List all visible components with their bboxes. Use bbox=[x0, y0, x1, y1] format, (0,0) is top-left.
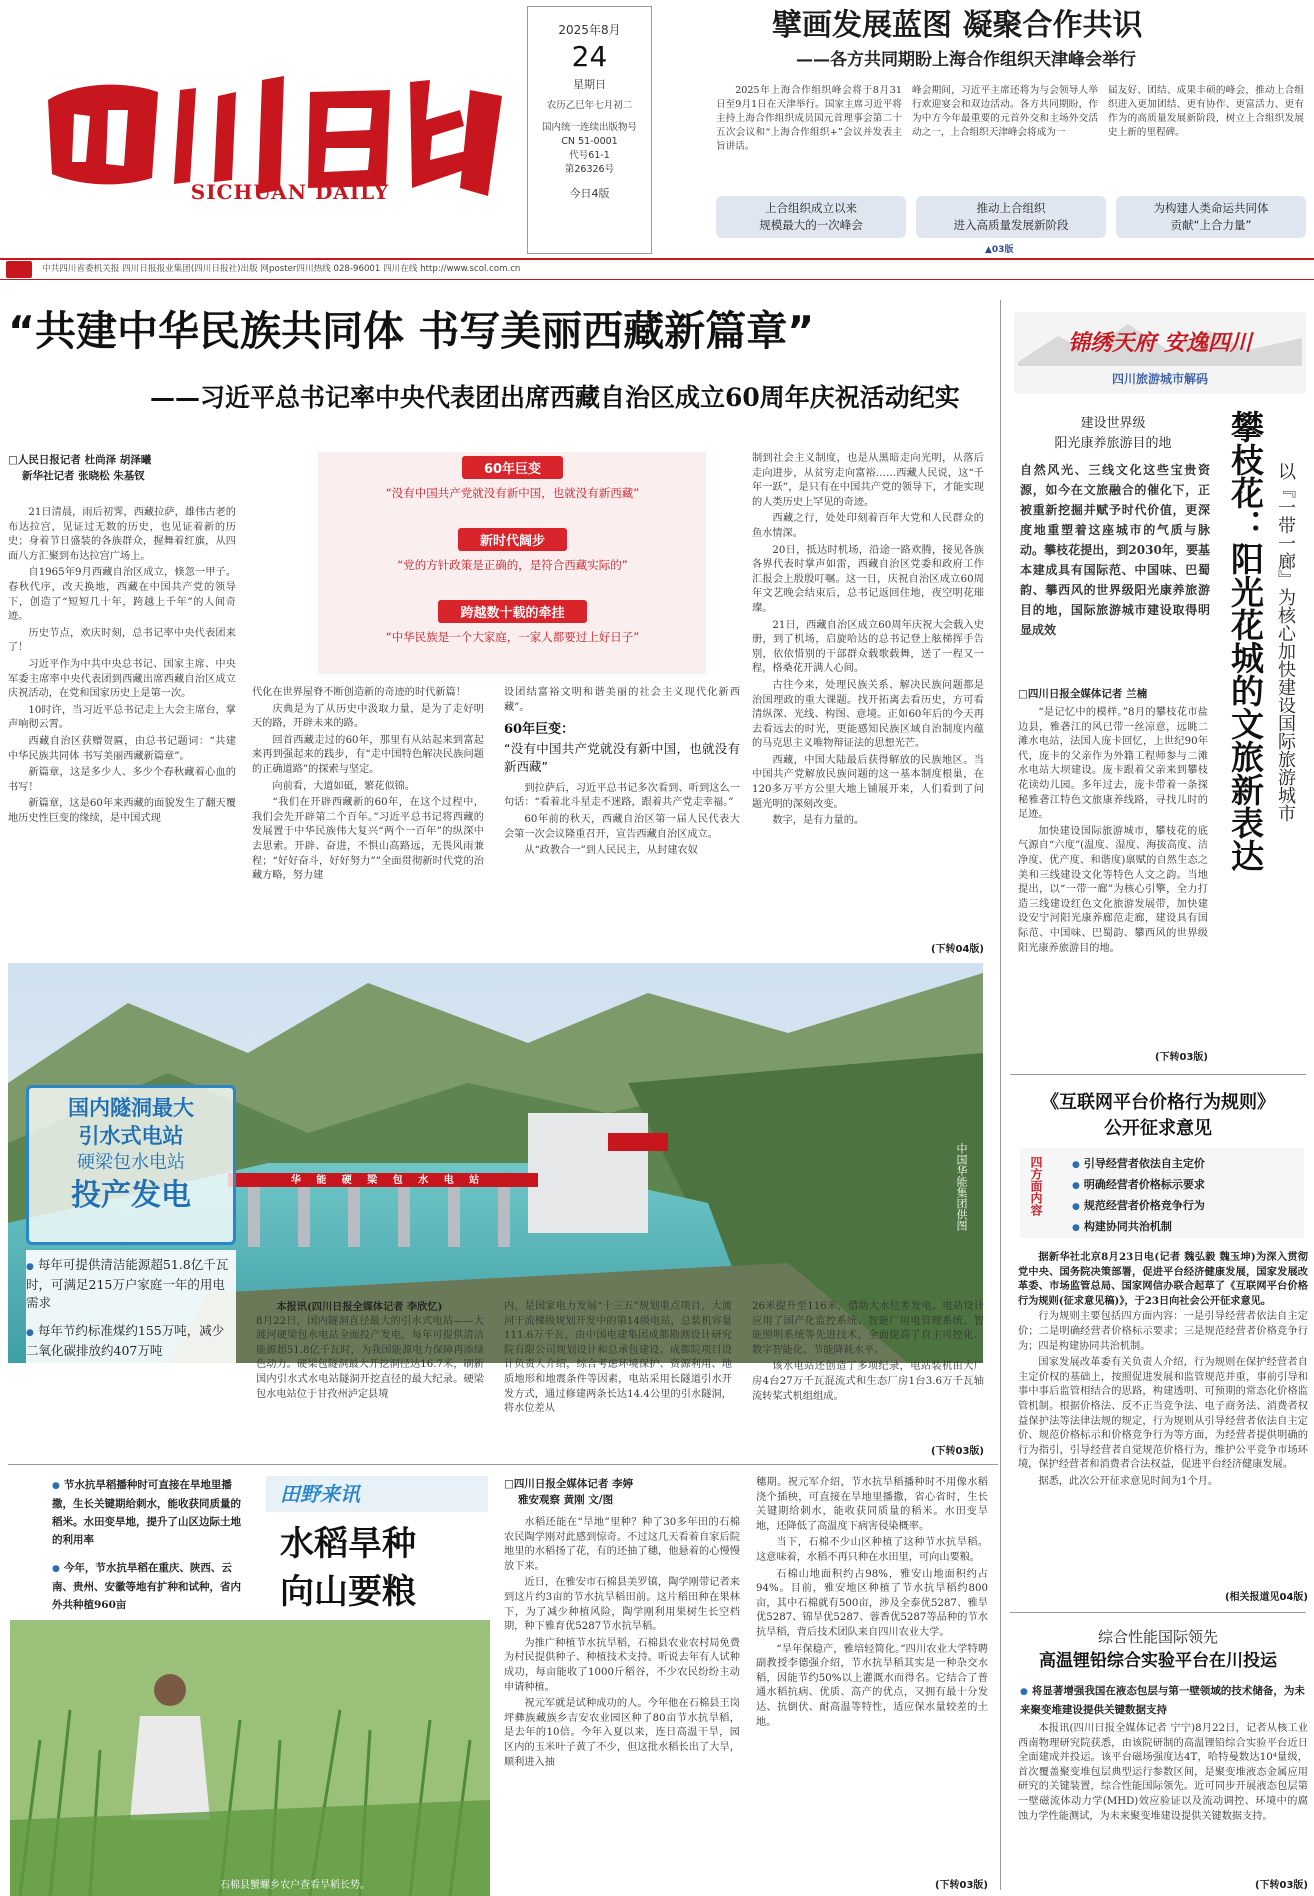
rice-jump[interactable]: (下转03版) bbox=[934, 1880, 988, 1891]
lead-col4-para: 21日，西藏自治区成立60周年庆祝大会载入史册，到了机场，启旋哈达的总书记登上舷梯挥手告别，依依惜别的干部群众载歌载舞，送了一程又一程，格桑花开满人心间。 bbox=[752, 619, 984, 675]
battery-header bbox=[1010, 1626, 1306, 1674]
pill-1[interactable] bbox=[716, 196, 906, 238]
battery-kicker: 综合性能国际领先 bbox=[1097, 1628, 1218, 1646]
tourism-banner-sub: 四川旅游城市解码 bbox=[1111, 372, 1208, 386]
logo-english: SICHUAN DAILY bbox=[190, 180, 390, 204]
lead-col3-quote: “没有中国共产党就没有新中国，也就没有新西藏” bbox=[504, 740, 740, 774]
regulation-title[interactable] bbox=[1010, 1090, 1306, 1142]
lead-col3-para: 60年前的秋天，西藏自治区第一届人民代表大会第一次会议隆重召开，宣告西藏自治区成立。 bbox=[504, 813, 740, 840]
section-rule bbox=[1010, 1074, 1306, 1075]
lead-col3-para: 从“政教合一”到人民民主，从封建农奴 bbox=[524, 845, 698, 857]
section-rule bbox=[8, 1464, 998, 1465]
tourism-kicker-1: 建设世界级 bbox=[1080, 416, 1146, 431]
regulation-para: 行为规则主要包括四方面内容：一是引导经营者依法自主定价；二是明确经营者价格标示要求；三是规范经营者价格竞争行为；四是构建协同共治机制。 bbox=[1018, 1311, 1308, 1352]
hydro-stat-1: ● 每年可提供清洁能源超51.8亿千瓦时，可满足215万户家庭一年的用电需求 bbox=[26, 1256, 236, 1312]
rice-para: 当下，石棉不少山区种植了这种节水抗旱稻。这意味着，水稻不再只种在水田里，可向山要粮。 bbox=[756, 1537, 988, 1563]
hydro-stat-2: ● 每年节约标准煤约155万吨，减少二氧化碳排放约407万吨 bbox=[26, 1322, 236, 1360]
top-story-col3: 届友好、团结、成果丰硕的峰会，推动上合组织进入更加团结、更有协作、更富活力、更有作为的高质量发展新阶段，树立上合组织发展史上新的里程碑。 bbox=[1108, 85, 1304, 138]
battery-title[interactable]: 高温锂铅综合实验平台在川投运 bbox=[1039, 1651, 1277, 1671]
date-weekday: 星期日 bbox=[573, 78, 606, 91]
section-rule bbox=[1010, 1612, 1306, 1613]
lead-jump[interactable]: (下转04版) bbox=[930, 944, 984, 955]
rice-para: “旱年保稳产，雅培轻简化。”四川农业大学特聘副教授李德强介绍，节水抗旱稻其实是一种杂交水稻，因能节约50%以上灌溉水而得名。它结合了普通水稻抗病、优质、高产的优点，又拥有最十分发达、抗倒伏、耐高温等特性，适应保水量较差的土地。 bbox=[756, 1643, 988, 1728]
quote-text-1: “没有中国共产党就没有新中国，也就没有新西藏” bbox=[385, 486, 640, 500]
hydro-col3-para: 26米提升至116米，借助大水位差发电。电站设计应用了国产化监控系统、智能厂用电管理系统、智能照明系统等先进技术，全面提高了自主可控化、数字智能化、节能降耗水平。 bbox=[752, 1301, 984, 1356]
rice-para: 为推广种植节水抗旱稻，石棉县农业农村局免费为村民提供种子、种植技术支持。听说去年有人试种成功，每亩能收了1000斤稻谷，不少农民纷纷主动申请种植。 bbox=[504, 1637, 740, 1693]
pill-1-line1: 上合组织成立以来 bbox=[765, 201, 857, 215]
lead-col3-subhead: 60年巨变： bbox=[504, 722, 575, 738]
info-bar-text: 中共四川省委机关报 四川日报报业集团(四川日报社)出版 网poster四川热线 028-96001 四川在线 http://www.scol.com.cn bbox=[42, 264, 521, 274]
rice-field-illustration bbox=[10, 1620, 490, 1896]
tourism-kicker-2: 阳光康养旅游目的地 bbox=[1054, 436, 1172, 451]
regulation-para: 据新华社北京8月23日电(记者 魏弘毅 魏玉坤)为深入贯彻党中央、国务院决策部署，促进平台经济健康发展，国家发展改革委、市场监管总局、国家网信办联合起草了《互联网平台价格行为规则(征求意见稿)》，于23日向社会公开征求意见。 bbox=[1018, 1251, 1308, 1307]
top-story-col1: 2025年上海合作组织峰会将于8月31日至9月1日在天津举行。国家主席习近平将主持上海合作组织成员国元首理事会第二十五次会议和“上海合作组织+”会议并发表主旨讲话。 bbox=[716, 85, 902, 152]
date-day: 24 bbox=[571, 40, 608, 73]
rice-col2 bbox=[756, 1476, 988, 1874]
lead-col1-para: 自1965年9月西藏自治区成立，倏忽一甲子。春秋代序，改天换地，西藏在中国共产党的领导下，创造了“短短几十年，跨越上千年”的人间奇迹。 bbox=[8, 567, 236, 623]
issn-label: 国内统一连续出版物号 bbox=[541, 122, 637, 133]
hydro-title-1: 国内隧洞最大 bbox=[68, 1096, 194, 1120]
battery-body bbox=[1018, 1722, 1308, 1874]
regulation-point: ● 构建协同共治机制 bbox=[1072, 1217, 1300, 1238]
lead-col1-para: 新篇章，这是多少人、多少个春秋藏着心血的书写！ bbox=[8, 767, 236, 793]
rice-photo bbox=[10, 1620, 490, 1896]
rice-bullets bbox=[52, 1476, 248, 1614]
top-story bbox=[680, 4, 1302, 72]
lead-col1-para: 21日清晨，雨后初霁，西藏拉萨，雄伟古老的布达拉宫，见证过无数的历史，也见证着新的历史；身着节日盛装的各族群众，握舞着红旗，从四面八方汇聚到布达拉宫广场上。 bbox=[8, 507, 236, 562]
lead-col4-para: 数字，是有力量的。 bbox=[772, 815, 865, 827]
lead-col4-para: 制到社会主义制度，也是从黑暗走向光明，从落后走向进步，从贫穷走向富裕……西藏人民说，这“千年一跃”，是只有在中国共产党的领导下，才能实现的人类历史上罕见的奇迹。 bbox=[752, 453, 984, 508]
date-lunar: 农历乙巳年七月初二 bbox=[546, 100, 633, 111]
regulation-title-2: 公开征求意见 bbox=[1104, 1118, 1212, 1139]
tourism-kicker bbox=[1018, 414, 1208, 454]
regulation-para: 国家发展改革委有关负责人介绍，行为规则在保护经营者自主定价权的基础上，按照促进发展和监管规范并重，事前引导和事中事后监管相结合的思路，构建透明、可预期的常态化价格监管机制。根据价格法、反不正当竞争法、电子商务法、消费者权益保护法等法律法规的规定，行为规则从引导经营者依法自主定价、规范价格标示和价格竞争行为等方面，为经营者提供明确的行为指引，引导经营者自觉规范价格行为，维护公平竞争市场环境，保护经营者和消费者合法权益，促进平台经济健康发展。 bbox=[1018, 1357, 1308, 1471]
rice-byline-1: □四川日报全媒体记者 李婷 bbox=[504, 1478, 634, 1490]
regulation-jump[interactable]: (相关报道见04版) bbox=[1224, 1592, 1308, 1603]
quote-text-2: “党的方针政策是正确的，是符合西藏实际的” bbox=[397, 558, 628, 572]
lead-col4-para: 西藏，中国大陆最后获得解放的民族地区。当中国共产党解放民族问题的这一基本制度根巢，在120多万平方公里大地上铺展开来，人们看到了问题光明的深刻改变。 bbox=[752, 754, 984, 810]
lead-col2-para: 庆典是为了从历史中汲取力量，是为了走好明天的路，开辟未来的路。 bbox=[252, 703, 484, 730]
pill-2[interactable] bbox=[916, 196, 1106, 238]
hydro-title-card bbox=[26, 1085, 236, 1245]
rice-para: 祝元军就是试种成功的人。今年他在石棉县王岗坪彝族藏族乡吉安农业园区种了80亩节水抗旱稻，是去年的10倍。今年入夏以来，连日高温干旱，园区内的玉米叶子黄了不少，但这批水稻长出了大旱，顺利进入抽 bbox=[504, 1698, 740, 1768]
regulation-side-label: 四方面内容 bbox=[1029, 1156, 1043, 1216]
lead-byline-2: 新华社记者 张晓松 朱基钗 bbox=[22, 470, 145, 482]
lead-col1-para: 新篇章，这是60年来西藏的面貌发生了翻天覆地历史性巨变的缘续，是中国式现 bbox=[8, 798, 236, 824]
tourism-body bbox=[1018, 706, 1208, 1046]
tourism-banner-title: 锦绣天府 安逸四川 bbox=[1068, 330, 1252, 356]
quote-text-3: “中华民族是一个大家庭，一家人都要过上好日子” bbox=[385, 630, 640, 644]
regulation-body bbox=[1018, 1250, 1308, 1586]
page-count: 今日4版 bbox=[569, 187, 610, 200]
quote-tag-1: 60年巨变 bbox=[462, 456, 563, 479]
issue-number: 第26326号 bbox=[564, 164, 615, 175]
quote-box-2 bbox=[320, 528, 705, 572]
lead-byline bbox=[8, 452, 244, 484]
postal-code: 代号61-1 bbox=[569, 150, 610, 161]
top-story-subtitle: ——各方共同期盼上海合作组织天津峰会举行 bbox=[796, 50, 1136, 70]
quote-box-1 bbox=[320, 456, 705, 500]
lead-col4 bbox=[752, 452, 984, 938]
date-year-month: 2025年8月 bbox=[558, 23, 621, 37]
quote-tag-3: 跨越数十载的牵挂 bbox=[438, 600, 586, 623]
lead-col3-para: 到拉萨后，习近平总书记多次看到、听到这么一句话：“看着北斗星走不迷路，跟着共产党走幸福。” bbox=[504, 782, 740, 809]
date-box bbox=[527, 6, 652, 254]
rice-para: 穗期。祝元军介绍，节水抗旱稻播种时不用像水稻浇个插秧，可直接在旱地里播撒，省心省时，生长关键期给刺水，能收获同质量的稻米。水田变旱地，还降低了高温度下病害侵染概率。 bbox=[756, 1477, 988, 1532]
regulation-point: ● 明确经营者价格标示要求 bbox=[1072, 1175, 1300, 1196]
pill-3-line2: 贡献“上合力量” bbox=[1170, 218, 1252, 232]
hydro-col1 bbox=[256, 1300, 484, 1460]
hydro-byline: 本报讯(四川日报全媒体记者 李欣忆) bbox=[276, 1301, 443, 1313]
rice-bullet-1: ● 节水抗旱稻播种时可直接在旱地里播撒，生长关键期给刺水，能收获同质量的稻米。水田变旱地，提升了山区边际土地的利用率 bbox=[52, 1476, 248, 1549]
lead-col4-para: 西藏之行，处处印刻着百年大党和人民群众的鱼水情深。 bbox=[752, 513, 984, 539]
hydro-col3 bbox=[752, 1300, 984, 1450]
cn-number: CN 51-0001 bbox=[561, 136, 618, 147]
regulation-para: 据悉，此次公开征求意见时间为1个月。 bbox=[1038, 1475, 1219, 1487]
battery-para: 本报讯(四川日报全媒体记者 宁宁)8月22日，记者从核工业西南物理研究院获悉，由该院研制的高温锂铅综合实验平台近日全面建成并投运。该平台磁场强度达4T，哈特曼数达10⁴量级，首次覆盖聚变堆包层典型运行参数区间，是聚变堆液态金属应用研究的关键装置，综合性能国际领先。近可同步开展液态包层第一壁磁流体动力学(MHD)效应验证以及流动调控、环境中的腐蚀力学性能测试，为未来聚变堆建设提供关键数据支持。 bbox=[1018, 1723, 1308, 1822]
regulation-points-box bbox=[1020, 1148, 1304, 1238]
rice-byline bbox=[504, 1476, 740, 1508]
lead-col2-para: 回首西藏走过的60年，那里有从站起来到富起来再到强起来的践步，有“走中国特色解决民族问题的正确道路”的探索与坚定。 bbox=[252, 734, 484, 775]
tourism-byline: □四川日报全媒体记者 兰楠 bbox=[1018, 688, 1148, 700]
tourism-subhead: 以『一带一廊』为核心加快建设国际旅游城市 bbox=[1275, 462, 1296, 822]
hydro-title-2: 引水式电站 bbox=[78, 1124, 184, 1148]
tourism-lede: 自然风光、三线文化这些宝贵资源，如今在文旅融合的催化下，正被重新挖掘并赋予时代价值，更深度地重塑着这座城市的气质与脉动。攀枝花提出，到2030年，要基本建成具有国际范、中国味、巴蜀韵、攀西风的世界级阳光康养旅游目的地，国际旅游城市建设取得明显成效 bbox=[1020, 463, 1210, 637]
lead-col3-para: 设团结富裕文明和谐美丽的社会主义现代化新西藏”。 bbox=[504, 687, 740, 713]
rice-bullet-2: ● 今年，节水抗旱稻在重庆、陕西、云南、贵州、安徽等地有扩种和试种，省内外共种植960亩 bbox=[52, 1559, 248, 1614]
rice-headline[interactable] bbox=[280, 1520, 480, 1616]
dam-sign: 华 能 硬 梁 包 水 电 站 bbox=[290, 1175, 486, 1186]
lead-col1-para: 10时许，当习近平总书记走上大会主席台，掌声响彻云霄。 bbox=[8, 704, 236, 731]
hydro-col3-para: 该水电站还创造了多项纪录，电站装机由大厂房4台27万千瓦混流式和生态厂房1台3.6万千瓦轴流转桨式机组组成。 bbox=[752, 1361, 984, 1402]
hydro-photo-credit: 中国华能集团供图 bbox=[955, 1143, 968, 1231]
hydro-col2: 内，是国家电力发展“十三五”规划重点项目，大渡河干流梯级规划开发中的第14级电站，总装机容量111.6万千瓦，由中国电建集团成都勘测设计研究院有限公司规划设计和总承包建设。成都院项目设计负责人介绍，综合考虑环境保护、资源利用、地质地形和地震条件等因素，电站采用长隧道引水开发方式，通过修建两条长达14.4公里的引水隧洞，将水位差从 bbox=[504, 1301, 732, 1415]
top-story-jump[interactable]: ▲03版 bbox=[985, 245, 1014, 255]
hydro-jump[interactable]: (下转03版) bbox=[930, 1446, 984, 1457]
hydro-title-4[interactable]: 投产发电 bbox=[71, 1178, 191, 1213]
tourism-headline[interactable]: 攀枝花：阳光花城的文旅新表达 bbox=[1226, 410, 1265, 872]
hydro-stats bbox=[26, 1250, 236, 1440]
rice-byline-2: 雅安观察 黄刚 文/图 bbox=[518, 1494, 614, 1506]
lead-col1-para: 历史节点，欢庆时刻，总书记率中央代表团来了！ bbox=[8, 627, 236, 654]
tourism-para: “是记忆中的模样。”8月的攀枝花市盐边县，雅砻江的风已带一丝凉意，远眺二滩水电站，法国人庞卡回忆，上世纪90年代，庞卡的父亲作为外籍工程师参与二滩水电站大坝建设。庞卡跟着父亲来到攀枝花读幼儿园。多年过去，庞卡带着一条探秘雅砻江特色文旅康养线路，寻找儿时的足迹。 bbox=[1018, 707, 1208, 821]
pill-1-line2: 规模最大的一次峰会 bbox=[759, 218, 863, 232]
rice-title-2: 向山要粮 bbox=[280, 1572, 416, 1612]
rice-para: 石棉山地面积约占98%，雅安山地面积约占94%。目前，雅安地区种植了节水抗旱稻约800亩，其中石棉就有500亩，涉及全泰优5287、雅旱优5287、锦旱优5287、蓉香优5287等品种的节水抗旱稻，背后技术团队来自四川农业大学。 bbox=[756, 1568, 988, 1638]
rice-para: 近日，在雅安市石棉县美罗镇，陶学刚带记者来到这片约3亩的节水抗旱稻田前。这片稻田种在果林下，为了减少种植风险，陶学刚利用果树生长空档期，种下雅育优5287节水抗旱稻。 bbox=[504, 1577, 740, 1633]
lead-col2-para: “我们在开辟西藏新的60年，在这个过程中，我们会先开辟第二个百年。”习近平总书记将西藏的发展置于中华民族伟大复兴“两个一百年”的纵深中去思索。开辟、奋进，不惧山高路远，无畏风雨兼程；“好好奋斗，好好努力””全面贯彻新时代党的治藏方略，努力建 bbox=[252, 797, 484, 882]
column-divider bbox=[1000, 300, 1001, 1890]
press-group-logo-icon bbox=[6, 261, 32, 278]
pill-3-line1: 为构建人类命运共同体 bbox=[1153, 201, 1269, 215]
newspaper-logo bbox=[40, 70, 510, 210]
quote-tag-2: 新时代阔步 bbox=[458, 528, 567, 551]
battery-jump[interactable]: (下转03版) bbox=[1254, 1880, 1308, 1891]
lead-headline[interactable]: “共建中华民族共同体 书写美丽西藏新篇章” bbox=[8, 307, 815, 355]
lead-byline-1: □人民日报记者 杜尚泽 胡泽曦 bbox=[8, 454, 152, 466]
quote-box-3 bbox=[320, 600, 705, 644]
info-bar bbox=[0, 258, 1314, 280]
rice-para: 水稻还能在“旱地”里种？种了30多年田的石棉农民陶学刚对此感到惊奇。不过这几天看着自家后院地里的水稻扬了花，有的还抽了穗，他悬着的心慢慢放下来。 bbox=[504, 1517, 740, 1572]
rice-banner-text: 田野来讯 bbox=[280, 1482, 360, 1506]
top-story-title[interactable]: 擘画发展蓝图 凝聚合作共识 bbox=[772, 8, 1143, 43]
regulation-title-1: 《互联网平台价格行为规则》 bbox=[1041, 1092, 1275, 1113]
lead-col1 bbox=[8, 506, 236, 954]
lead-col3 bbox=[504, 686, 740, 958]
lead-col1-para: 习近平作为中共中央总书记、国家主席、中央军委主席率中央代表团到西藏出席西藏自治区成立庆祝活动，在党和国家历史上是第一次。 bbox=[8, 658, 236, 700]
pill-2-line2: 进入高质量发展新阶段 bbox=[953, 218, 1069, 232]
tourism-para: 加快建设国际旅游城市，攀枝花的底气源自“六度”(温度、湿度、海拔高度、洁净度、优产度、和谐度)禀赋的自然生态之美和三线建设文化等特色人文之韵。当地提出，以“一带一廊”为核心引擎，全力打造三线建设红色文化旅游发展带，加快建设安宁河阳光康养廊范走廊，建设具有国际范、中国味、巴蜀韵、攀西风的世界级阳光康养旅游目的地。 bbox=[1018, 825, 1208, 954]
lead-col4-para: 古往今来，处理民族关系、解决民族问题都是治国理政的重大课题。找开拓离去看历史，方可看清纵深、光线、构图、意境。正如60年后的今天再去看远去的时光，更能感知民族区域自治制度内蕴的马克思主义唯物辩证法的思想光芒。 bbox=[752, 679, 984, 750]
lead-col2-para: 向前看，大道如砥，繁花似锦。 bbox=[272, 780, 416, 792]
tourism-jump[interactable]: (下转03版) bbox=[1154, 1052, 1208, 1063]
tourism-banner bbox=[1014, 312, 1306, 394]
rice-banner bbox=[266, 1476, 488, 1512]
lead-col2 bbox=[252, 686, 484, 958]
battery-bullet: ● 将显著增强我国在液态包层与第一壁领域的技术储备，为未来聚变堆建设提供关键数据支持 bbox=[1020, 1682, 1306, 1719]
lead-subheadline: ——习近平总书记率中央代表团出席西藏自治区成立60周年庆祝活动纪实 bbox=[150, 383, 960, 412]
pill-3[interactable] bbox=[1116, 196, 1306, 238]
regulation-point: ● 引导经营者依法自主定价 bbox=[1072, 1154, 1300, 1175]
pill-2-line1: 推动上合组织 bbox=[976, 201, 1046, 215]
regulation-points bbox=[1072, 1154, 1300, 1238]
hydro-col1-text: 8月22日，国内隧洞直径最大的引水式电站——大渡河硬梁包水电站全面投产发电，每年可提供清洁能源超51.8亿千瓦时，为我国能源电力保障再添绿色动力。硬梁包隧洞最大开挖洞径达16.7米，刷新国内引水式水电站隧洞开挖直径的最大纪录。硬梁包水电站位于甘孜州泸定县境 bbox=[256, 1315, 484, 1400]
rice-photo-caption: 石棉县蟹螺乡农户查看旱稻长势。 bbox=[220, 1880, 370, 1891]
lead-col2-para: 代化在世界屋脊不断创造新的奇迹的时代新篇！ bbox=[252, 687, 466, 698]
regulation-point: ● 规范经营者价格竞争行为 bbox=[1072, 1196, 1300, 1217]
rice-col1 bbox=[504, 1516, 740, 1890]
top-story-col2: 峰会期间，习近平主席还将为与会领导人举行欢迎宴会和双边活动。各方共同期盼，作为中方今年最重要的元首外交和主场外交活动之一，上合组织天津峰会将成为一 bbox=[912, 85, 1098, 138]
lead-col1-para: 西藏自治区获赠贺匾，由总书记题词：“共建中华民族共同体 书写美丽西藏新篇章”。 bbox=[8, 735, 236, 762]
rice-title-1: 水稻旱种 bbox=[280, 1524, 416, 1564]
lead-col4-para: 20日，抵达时机场，沿途一路欢腾，接见各族各界代表时掌声如雷，西藏自治区党委和政府工作汇报会上殷殷叮嘱。这一日，庆祝自治区成立60周年文艺晚会结束后，总书记返回住地，夜空明花璀璨。 bbox=[752, 544, 984, 614]
hydro-title-3: 硬梁包水电站 bbox=[77, 1152, 185, 1173]
